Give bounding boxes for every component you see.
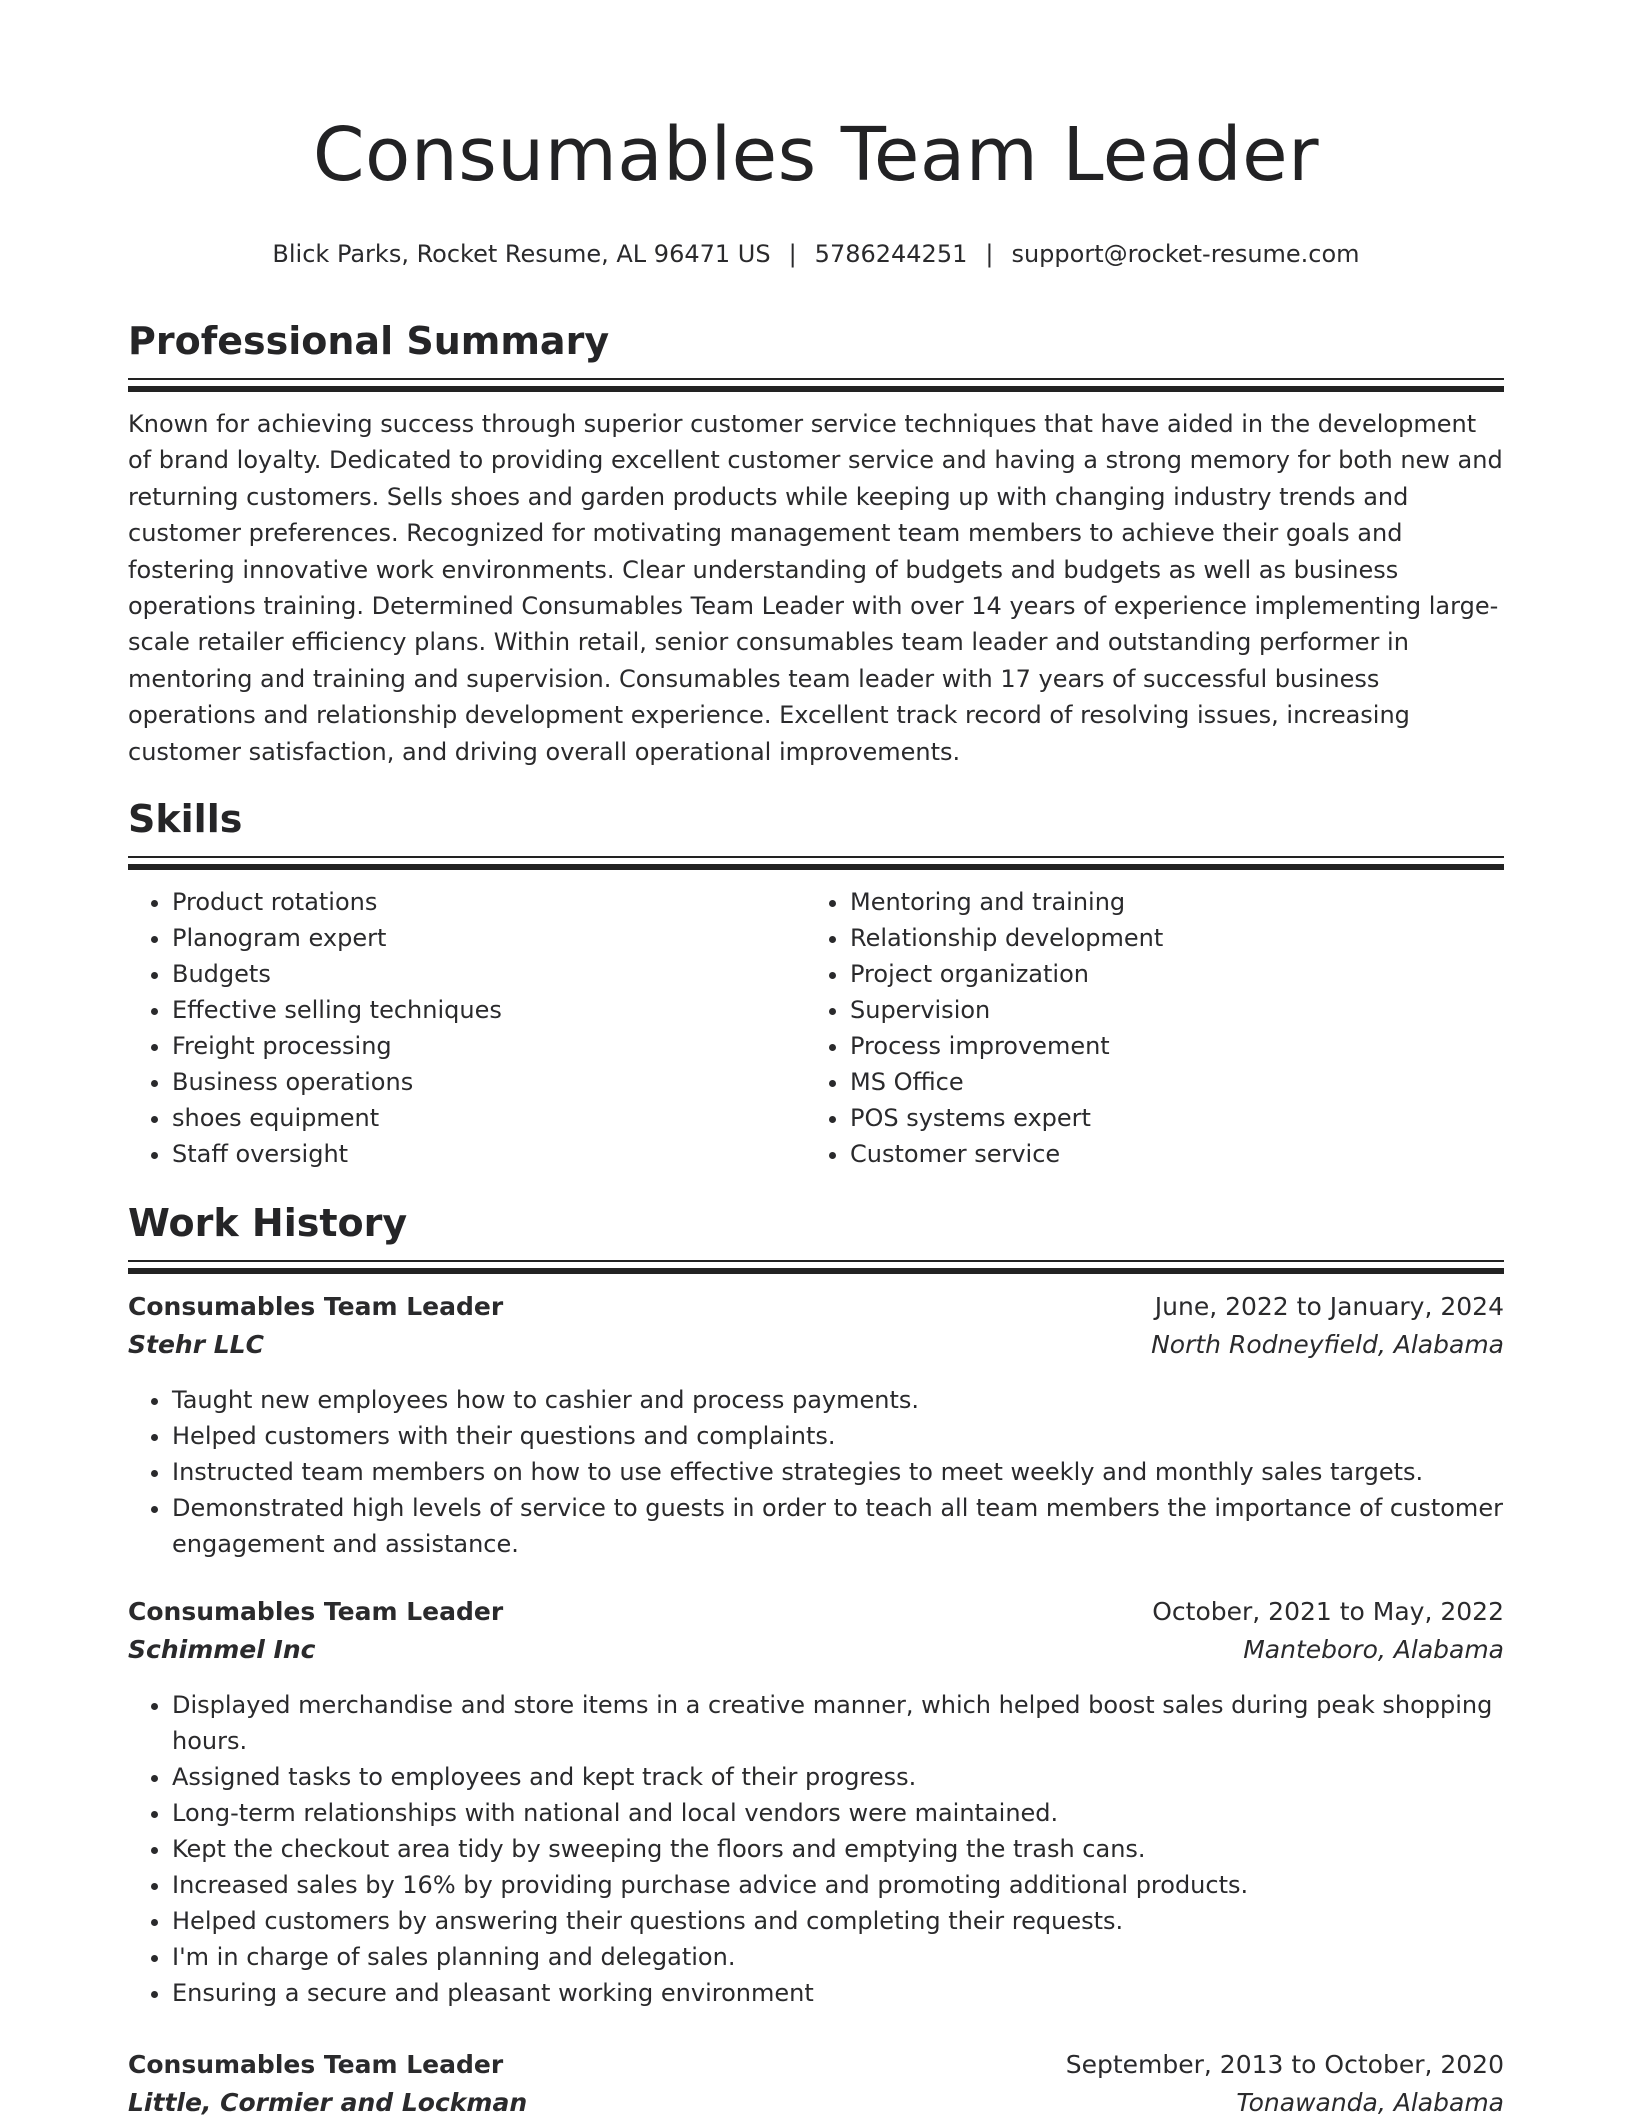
skill-item: • Supervision (850, 992, 1486, 1028)
skill-item: • Staff oversight (172, 1136, 808, 1172)
summary-heading: Professional Summary (128, 319, 610, 363)
job-bullets (128, 1382, 1504, 1562)
contact-phone: 5786244251 (814, 240, 968, 268)
contact-address: Blick Parks, Rocket Resume, AL 96471 US (272, 240, 771, 268)
job-company: Schimmel Inc (128, 1635, 316, 1664)
work-heading: Work History (128, 1201, 408, 1245)
skill-item: • Customer service (850, 1136, 1486, 1172)
job-title: Consumables Team Leader (128, 1597, 504, 1626)
section-divider (128, 378, 1504, 380)
job-bullet: • Assigned tasks to employees and kept track of their progress. (172, 1759, 1504, 1795)
skill-item: • Planogram expert (172, 920, 808, 956)
job-title: Consumables Team Leader (128, 1292, 504, 1321)
skill-item: • MS Office (850, 1064, 1486, 1100)
job-bullet: • Displayed merchandise and store items in a creative manner, which helped boost sales during peak shopping hours. (172, 1687, 1504, 1759)
summary-text: Known for achieving success through superior customer service techniques that have aided in the development of brand loyalty. Dedicated to providing excellent customer service and having a strong memory for both new and returning customers. Sells shoes and garden products while keeping up with changing industry trends and customer preferences. Recognized for motivating management team members to achieve their goals and fostering innovative work environments. Clear understanding of budgets and budgets as well as business operations training. Determined Consumables Team Leader with over 14 years of experience implementing large-scale retailer efficiency plans. Within retail, senior consumables team leader and outstanding performer in mentoring and training and supervision. Consumables team leader with 17 years of successful business operations and relationship development experience. Excellent track record of resolving issues, increasing customer satisfaction, and driving overall operational improvements. (128, 410, 1503, 766)
skill-item: • Process improvement (850, 1028, 1486, 1064)
job-company: Little, Cormier and Lockman (128, 2088, 528, 2117)
job-bullet: • Long-term relationships with national and local vendors were maintained. (172, 1795, 1504, 1831)
job-company: Stehr LLC (128, 1330, 264, 1359)
job-bullet: • Demonstrated high levels of service to guests in order to teach all team members the importance of customer engagement and assistance. (172, 1490, 1504, 1562)
job-location: Manteboro, Alabama (1243, 1635, 1504, 1664)
job-bullet: • Helped customers by answering their questions and completing their requests. (172, 1903, 1504, 1939)
skills-list-right (806, 884, 1486, 1172)
job-bullet: • Helped customers with their questions and complaints. (172, 1418, 1504, 1454)
job-location: North Rodneyfield, Alabama (1151, 1330, 1504, 1359)
section-divider (128, 856, 1504, 858)
skills-list-left (128, 884, 808, 1172)
contact-email: support@rocket-resume.com (1011, 240, 1360, 268)
summary-section-header (128, 319, 1504, 392)
job-bullet: • Taught new employees how to cashier and process payments. (172, 1382, 1504, 1418)
skill-item: • POS systems expert (850, 1100, 1486, 1136)
job-location: Tonawanda, Alabama (1236, 2088, 1504, 2117)
skill-item: • Business operations (172, 1064, 808, 1100)
job-entry (128, 1292, 1504, 1562)
section-divider (128, 864, 1504, 870)
skill-item: • shoes equipment (172, 1100, 808, 1136)
contact-line (128, 240, 1504, 268)
job-bullets (128, 1687, 1504, 2011)
skill-item: • Effective selling techniques (172, 992, 808, 1028)
skill-item: • Project organization (850, 956, 1486, 992)
skills-heading: Skills (128, 797, 243, 841)
skill-item: • Freight processing (172, 1028, 808, 1064)
job-entry (128, 2050, 1504, 2126)
section-divider (128, 1268, 1504, 1274)
work-section-header (128, 1201, 1504, 1274)
skills-section-header (128, 797, 1504, 870)
skill-item: • Mentoring and training (850, 884, 1486, 920)
job-bullet: • Kept the checkout area tidy by sweeping the floors and emptying the trash cans. (172, 1831, 1504, 1867)
job-bullet: • Instructed team members on how to use effective strategies to meet weekly and monthly sales targets. (172, 1454, 1504, 1490)
job-dates: October, 2021 to May, 2022 (1152, 1597, 1504, 1626)
skill-item: • Relationship development (850, 920, 1486, 956)
skill-item: • Product rotations (172, 884, 808, 920)
contact-separator: | (788, 240, 797, 268)
job-dates: June, 2022 to January, 2024 (1154, 1292, 1504, 1321)
job-entry (128, 1597, 1504, 2011)
job-bullet: • Increased sales by 16% by providing purchase advice and promoting additional products. (172, 1867, 1504, 1903)
skill-item: • Budgets (172, 956, 808, 992)
section-divider (128, 386, 1504, 392)
job-bullet: • Ensuring a secure and pleasant working environment (172, 1975, 1504, 2011)
resume-title: Consumables Team Leader (312, 112, 1320, 198)
contact-separator: | (985, 240, 994, 268)
section-divider (128, 1260, 1504, 1262)
job-title: Consumables Team Leader (128, 2050, 504, 2079)
job-dates: September, 2013 to October, 2020 (1065, 2050, 1504, 2079)
job-bullet: • I'm in charge of sales planning and delegation. (172, 1939, 1504, 1975)
